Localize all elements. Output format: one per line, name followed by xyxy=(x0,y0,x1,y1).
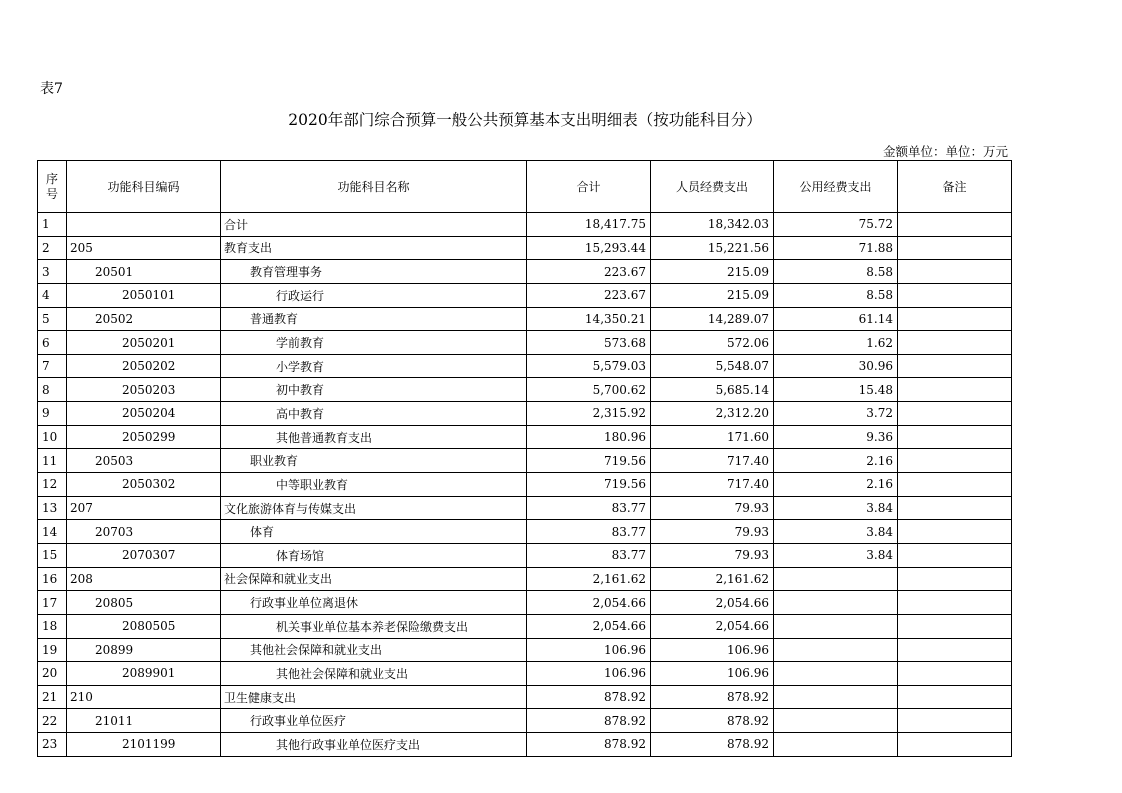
header-code: 功能科目编码 xyxy=(67,161,221,213)
row-seq-cell: 10 xyxy=(38,425,67,449)
row-code-cell: 20503 xyxy=(67,449,221,473)
table-row xyxy=(38,425,1012,449)
row-personnel-cell: 215.09 xyxy=(651,260,774,284)
row-note-cell xyxy=(898,591,1012,615)
header-total: 合计 xyxy=(527,161,651,213)
row-public-cell xyxy=(774,591,898,615)
row-seq-cell: 6 xyxy=(38,331,67,355)
header-row xyxy=(38,161,1012,213)
row-code-cell: 2101199 xyxy=(67,733,221,757)
row-note-cell xyxy=(898,614,1012,638)
table-row xyxy=(38,402,1012,426)
row-total-cell: 2,161.62 xyxy=(527,567,651,591)
table-row xyxy=(38,473,1012,497)
row-name-cell: 其他普通教育支出 xyxy=(221,425,527,449)
row-public-cell: 2.16 xyxy=(774,449,898,473)
row-personnel-cell: 171.60 xyxy=(651,425,774,449)
table-row xyxy=(38,591,1012,615)
row-note-cell xyxy=(898,473,1012,497)
row-note-cell xyxy=(898,709,1012,733)
row-name-cell: 普通教育 xyxy=(221,307,527,331)
row-name-cell: 教育管理事务 xyxy=(221,260,527,284)
row-seq-cell: 9 xyxy=(38,402,67,426)
row-note-cell xyxy=(898,213,1012,237)
row-code-cell: 20805 xyxy=(67,591,221,615)
row-personnel-cell: 717.40 xyxy=(651,449,774,473)
row-total-cell: 2,054.66 xyxy=(527,614,651,638)
row-total-cell: 2,054.66 xyxy=(527,591,651,615)
row-public-cell: 15.48 xyxy=(774,378,898,402)
row-name-cell: 卫生健康支出 xyxy=(221,685,527,709)
row-code-cell: 20501 xyxy=(67,260,221,284)
table-row xyxy=(38,236,1012,260)
row-code-cell: 2089901 xyxy=(67,662,221,686)
row-total-cell: 83.77 xyxy=(527,543,651,567)
table-row xyxy=(38,567,1012,591)
row-public-cell: 30.96 xyxy=(774,354,898,378)
header-personnel: 人员经费支出 xyxy=(651,161,774,213)
row-name-cell: 行政事业单位离退休 xyxy=(221,591,527,615)
table-row xyxy=(38,685,1012,709)
budget-table xyxy=(37,160,1012,757)
row-note-cell xyxy=(898,425,1012,449)
row-public-cell xyxy=(774,567,898,591)
table-row xyxy=(38,354,1012,378)
row-personnel-cell: 79.93 xyxy=(651,496,774,520)
row-code-cell: 2050101 xyxy=(67,283,221,307)
row-note-cell xyxy=(898,378,1012,402)
row-note-cell xyxy=(898,520,1012,544)
row-seq-cell: 5 xyxy=(38,307,67,331)
row-total-cell: 106.96 xyxy=(527,662,651,686)
row-total-cell: 719.56 xyxy=(527,473,651,497)
row-note-cell xyxy=(898,733,1012,757)
row-total-cell: 573.68 xyxy=(527,331,651,355)
row-seq-cell: 15 xyxy=(38,543,67,567)
row-note-cell xyxy=(898,638,1012,662)
row-total-cell: 878.92 xyxy=(527,685,651,709)
row-name-cell: 文化旅游体育与传媒支出 xyxy=(221,496,527,520)
row-name-cell: 合计 xyxy=(221,213,527,237)
row-public-cell xyxy=(774,662,898,686)
row-personnel-cell: 2,161.62 xyxy=(651,567,774,591)
row-note-cell xyxy=(898,260,1012,284)
row-code-cell: 20899 xyxy=(67,638,221,662)
row-public-cell: 8.58 xyxy=(774,283,898,307)
row-personnel-cell: 14,289.07 xyxy=(651,307,774,331)
row-note-cell xyxy=(898,496,1012,520)
table-row xyxy=(38,543,1012,567)
row-name-cell: 教育支出 xyxy=(221,236,527,260)
table-row xyxy=(38,733,1012,757)
row-personnel-cell: 5,685.14 xyxy=(651,378,774,402)
row-total-cell: 83.77 xyxy=(527,496,651,520)
row-code-cell: 2050204 xyxy=(67,402,221,426)
row-seq-cell: 2 xyxy=(38,236,67,260)
row-public-cell: 61.14 xyxy=(774,307,898,331)
row-total-cell: 14,350.21 xyxy=(527,307,651,331)
row-code-cell xyxy=(67,213,221,237)
table-row xyxy=(38,307,1012,331)
row-note-cell xyxy=(898,449,1012,473)
row-total-cell: 180.96 xyxy=(527,425,651,449)
row-seq-cell: 8 xyxy=(38,378,67,402)
row-total-cell: 15,293.44 xyxy=(527,236,651,260)
row-name-cell: 体育 xyxy=(221,520,527,544)
row-note-cell xyxy=(898,567,1012,591)
header-seq-line1: 序 xyxy=(45,171,58,186)
row-seq-cell: 23 xyxy=(38,733,67,757)
row-name-cell: 行政事业单位医疗 xyxy=(221,709,527,733)
row-public-cell: 3.84 xyxy=(774,543,898,567)
row-seq-cell: 3 xyxy=(38,260,67,284)
table-row xyxy=(38,520,1012,544)
row-name-cell: 初中教育 xyxy=(221,378,527,402)
row-public-cell xyxy=(774,733,898,757)
row-total-cell: 719.56 xyxy=(527,449,651,473)
row-personnel-cell: 79.93 xyxy=(651,520,774,544)
row-personnel-cell: 5,548.07 xyxy=(651,354,774,378)
row-seq-cell: 18 xyxy=(38,614,67,638)
table-row xyxy=(38,496,1012,520)
row-personnel-cell: 2,054.66 xyxy=(651,614,774,638)
table-row xyxy=(38,213,1012,237)
row-name-cell: 小学教育 xyxy=(221,354,527,378)
row-code-cell: 207 xyxy=(67,496,221,520)
row-note-cell xyxy=(898,283,1012,307)
row-name-cell: 机关事业单位基本养老保险缴费支出 xyxy=(221,614,527,638)
row-personnel-cell: 215.09 xyxy=(651,283,774,307)
row-personnel-cell: 79.93 xyxy=(651,543,774,567)
row-code-cell: 2080505 xyxy=(67,614,221,638)
row-public-cell xyxy=(774,638,898,662)
table-body xyxy=(38,213,1012,757)
row-personnel-cell: 18,342.03 xyxy=(651,213,774,237)
header-public: 公用经费支出 xyxy=(774,161,898,213)
row-code-cell: 2050201 xyxy=(67,331,221,355)
row-note-cell xyxy=(898,236,1012,260)
row-name-cell: 职业教育 xyxy=(221,449,527,473)
row-seq-cell: 12 xyxy=(38,473,67,497)
table-row xyxy=(38,283,1012,307)
table-row xyxy=(38,709,1012,733)
row-code-cell: 2050299 xyxy=(67,425,221,449)
row-note-cell xyxy=(898,307,1012,331)
row-personnel-cell: 106.96 xyxy=(651,638,774,662)
row-name-cell: 社会保障和就业支出 xyxy=(221,567,527,591)
row-personnel-cell: 106.96 xyxy=(651,662,774,686)
row-note-cell xyxy=(898,685,1012,709)
row-seq-cell: 21 xyxy=(38,685,67,709)
row-name-cell: 体育场馆 xyxy=(221,543,527,567)
row-code-cell: 2050203 xyxy=(67,378,221,402)
row-name-cell: 其他行政事业单位医疗支出 xyxy=(221,733,527,757)
row-public-cell: 75.72 xyxy=(774,213,898,237)
table-number: 表7 xyxy=(40,81,63,97)
row-public-cell: 71.88 xyxy=(774,236,898,260)
row-note-cell xyxy=(898,662,1012,686)
row-total-cell: 223.67 xyxy=(527,283,651,307)
row-public-cell: 8.58 xyxy=(774,260,898,284)
row-seq-cell: 11 xyxy=(38,449,67,473)
row-public-cell: 2.16 xyxy=(774,473,898,497)
row-code-cell: 21011 xyxy=(67,709,221,733)
table-row xyxy=(38,662,1012,686)
row-code-cell: 2050202 xyxy=(67,354,221,378)
row-total-cell: 5,700.62 xyxy=(527,378,651,402)
row-total-cell: 5,579.03 xyxy=(527,354,651,378)
row-total-cell: 18,417.75 xyxy=(527,213,651,237)
row-seq-cell: 1 xyxy=(38,213,67,237)
row-personnel-cell: 572.06 xyxy=(651,331,774,355)
row-public-cell: 3.72 xyxy=(774,402,898,426)
row-seq-cell: 20 xyxy=(38,662,67,686)
row-name-cell: 高中教育 xyxy=(221,402,527,426)
row-seq-cell: 14 xyxy=(38,520,67,544)
header-seq-line2: 号 xyxy=(45,186,58,201)
row-code-cell: 210 xyxy=(67,685,221,709)
row-personnel-cell: 878.92 xyxy=(651,733,774,757)
row-public-cell: 3.84 xyxy=(774,496,898,520)
row-personnel-cell: 878.92 xyxy=(651,685,774,709)
row-seq-cell: 4 xyxy=(38,283,67,307)
table-row xyxy=(38,614,1012,638)
row-total-cell: 2,315.92 xyxy=(527,402,651,426)
header-seq xyxy=(38,161,67,213)
row-seq-cell: 17 xyxy=(38,591,67,615)
row-public-cell: 3.84 xyxy=(774,520,898,544)
row-public-cell xyxy=(774,709,898,733)
row-total-cell: 878.92 xyxy=(527,709,651,733)
row-total-cell: 83.77 xyxy=(527,520,651,544)
row-code-cell: 205 xyxy=(67,236,221,260)
row-personnel-cell: 2,312.20 xyxy=(651,402,774,426)
table-row xyxy=(38,378,1012,402)
row-public-cell xyxy=(774,614,898,638)
row-seq-cell: 13 xyxy=(38,496,67,520)
row-name-cell: 中等职业教育 xyxy=(221,473,527,497)
row-public-cell xyxy=(774,685,898,709)
row-note-cell xyxy=(898,354,1012,378)
row-note-cell xyxy=(898,402,1012,426)
row-name-cell: 行政运行 xyxy=(221,283,527,307)
row-seq-cell: 7 xyxy=(38,354,67,378)
table-row xyxy=(38,638,1012,662)
table-row xyxy=(38,260,1012,284)
row-personnel-cell: 2,054.66 xyxy=(651,591,774,615)
row-public-cell: 9.36 xyxy=(774,425,898,449)
row-personnel-cell: 15,221.56 xyxy=(651,236,774,260)
row-code-cell: 20502 xyxy=(67,307,221,331)
row-name-cell: 其他社会保障和就业支出 xyxy=(221,662,527,686)
row-code-cell: 208 xyxy=(67,567,221,591)
row-code-cell: 20703 xyxy=(67,520,221,544)
row-public-cell: 1.62 xyxy=(774,331,898,355)
row-seq-cell: 19 xyxy=(38,638,67,662)
header-name: 功能科目名称 xyxy=(221,161,527,213)
row-code-cell: 2050302 xyxy=(67,473,221,497)
row-total-cell: 106.96 xyxy=(527,638,651,662)
row-total-cell: 223.67 xyxy=(527,260,651,284)
row-total-cell: 878.92 xyxy=(527,733,651,757)
row-code-cell: 2070307 xyxy=(67,543,221,567)
row-personnel-cell: 878.92 xyxy=(651,709,774,733)
row-seq-cell: 16 xyxy=(38,567,67,591)
row-note-cell xyxy=(898,543,1012,567)
row-seq-cell: 22 xyxy=(38,709,67,733)
table-row xyxy=(38,331,1012,355)
row-personnel-cell: 717.40 xyxy=(651,473,774,497)
table-row xyxy=(38,449,1012,473)
header-note: 备注 xyxy=(898,161,1012,213)
page-title: 2020年部门综合预算一般公共预算基本支出明细表（按功能科目分） xyxy=(288,111,762,129)
row-name-cell: 其他社会保障和就业支出 xyxy=(221,638,527,662)
row-name-cell: 学前教育 xyxy=(221,331,527,355)
row-note-cell xyxy=(898,331,1012,355)
amount-unit: 金额单位：单位：万元 xyxy=(882,144,1008,159)
